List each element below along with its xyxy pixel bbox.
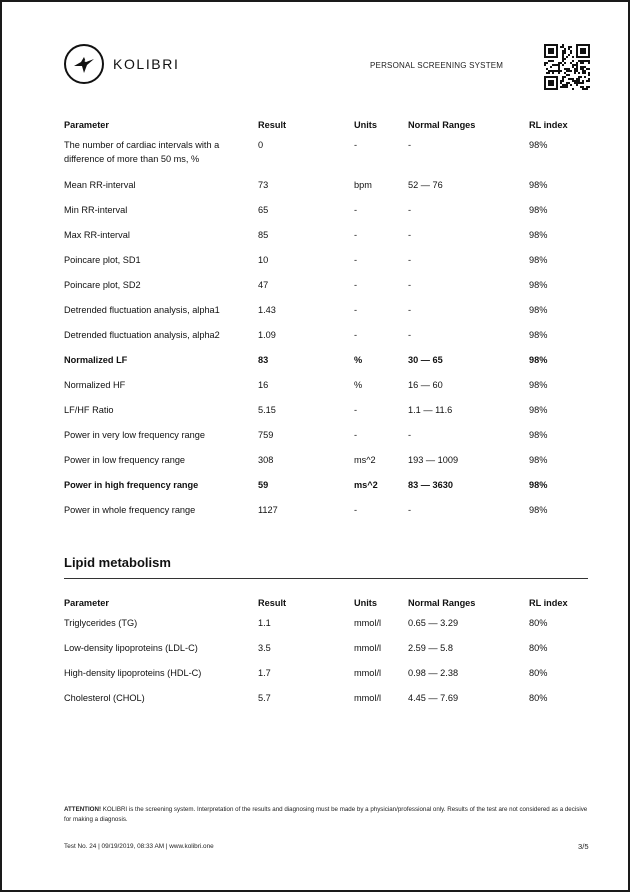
units-cell: -: [354, 330, 358, 340]
result-cell: 1.7: [258, 668, 271, 678]
normal-range-cell: 0.65 — 3.29: [408, 618, 459, 628]
parameter-cell: Normalized HF: [64, 380, 126, 390]
parameter-cell: Power in whole frequency range: [64, 505, 196, 515]
table-row: [64, 425, 590, 450]
col-result-header: Result: [258, 120, 287, 130]
result-cell: 3.5: [258, 643, 271, 653]
parameter-cell: Power in very low frequency range: [64, 430, 205, 440]
table-row: [64, 688, 590, 713]
parameter-cell: Detrended fluctuation analysis, alpha2: [64, 330, 220, 340]
result-cell: 1.43: [258, 305, 276, 315]
hrv-table-section: [64, 115, 590, 525]
attention-label: ATTENTION!: [64, 806, 102, 813]
normal-range-cell: -: [408, 140, 412, 150]
result-cell: 10: [258, 255, 269, 265]
normal-range-cell: -: [408, 430, 412, 440]
lipid-section-title: Lipid metabolism: [64, 555, 588, 579]
units-cell: bpm: [354, 180, 372, 190]
table-row: [64, 663, 590, 688]
units-cell: -: [354, 230, 358, 240]
normal-range-cell: -: [408, 330, 412, 340]
rl-index-cell: 98%: [529, 430, 548, 440]
attention-text: KOLIBRI is the screening system. Interpretation of the results and diagnosing must be made by a physician/professional only. Results of the test are not considered as a decisive for making a diagnosis.: [64, 806, 588, 823]
table-row: [64, 225, 590, 250]
normal-range-cell: 16 — 60: [408, 380, 443, 390]
rl-index-cell: 98%: [529, 455, 548, 465]
rl-index-cell: 98%: [529, 305, 548, 315]
rl-index-cell: 98%: [529, 180, 548, 190]
table-header-row: [64, 593, 590, 613]
parameter-cell: Detrended fluctuation analysis, alpha1: [64, 305, 220, 315]
parameter-cell: Power in low frequency range: [64, 455, 186, 465]
normal-range-cell: 4.45 — 7.69: [408, 693, 459, 703]
units-cell: ms^2: [354, 480, 378, 490]
rl-index-cell: 98%: [529, 480, 548, 490]
table-row: [64, 638, 590, 663]
normal-range-cell: -: [408, 505, 412, 515]
lipid-table-section: [64, 593, 590, 713]
rl-index-cell: 98%: [529, 355, 548, 365]
rl-index-cell: 80%: [529, 618, 548, 628]
parameter-cell: Low-density lipoproteins (LDL-C): [64, 643, 198, 653]
qr-code-icon: [544, 44, 590, 90]
col-units-header: Units: [354, 120, 377, 130]
attention-notice: [64, 805, 592, 824]
parameter-cell: Poincare plot, SD1: [64, 255, 141, 265]
footer-info: Test No. 24 | 09/19/2019, 08:33 AM | www.kolibri.one: [64, 843, 214, 850]
col-rl-header: RL index: [529, 598, 568, 608]
units-cell: mmol/l: [354, 668, 382, 678]
units-cell: -: [354, 305, 358, 315]
table-row: [64, 450, 590, 475]
normal-range-cell: 30 — 65: [408, 355, 443, 365]
parameter-cell: Normalized LF: [64, 355, 128, 365]
result-cell: 759: [258, 430, 274, 440]
rl-index-cell: 98%: [529, 140, 548, 150]
normal-range-cell: 0.98 — 2.38: [408, 668, 459, 678]
parameter-cell: Cholesterol (CHOL): [64, 693, 145, 703]
result-cell: 83: [258, 355, 269, 365]
normal-range-cell: -: [408, 305, 412, 315]
report-header: [64, 44, 594, 90]
parameter-cell: Min RR-interval: [64, 205, 128, 215]
col-units-header: Units: [354, 598, 377, 608]
normal-range-cell: 193 — 1009: [408, 455, 459, 465]
col-ranges-header: Normal Ranges: [408, 598, 476, 608]
result-cell: 65: [258, 205, 269, 215]
rl-index-cell: 98%: [529, 255, 548, 265]
rl-index-cell: 98%: [529, 405, 548, 415]
rl-index-cell: 98%: [529, 205, 548, 215]
normal-range-cell: 83 — 3630: [408, 480, 453, 490]
table-row: [64, 375, 590, 400]
units-cell: -: [354, 505, 358, 515]
table-row: [64, 275, 590, 300]
table-row: [64, 135, 590, 175]
rl-index-cell: 80%: [529, 668, 548, 678]
system-title: PERSONAL SCREENING SYSTEM: [370, 61, 504, 70]
parameter-cell: Triglycerides (TG): [64, 618, 138, 628]
normal-range-cell: -: [408, 255, 412, 265]
units-cell: mmol/l: [354, 693, 382, 703]
result-cell: 1.09: [258, 330, 276, 340]
rl-index-cell: 98%: [529, 505, 548, 515]
units-cell: %: [354, 355, 363, 365]
table-row: [64, 200, 590, 225]
col-parameter-header: Parameter: [64, 598, 109, 608]
col-parameter-header: Parameter: [64, 120, 109, 130]
parameter-cell: The number of cardiac intervals with a difference of more than 50 ms, %: [64, 140, 220, 164]
units-cell: ms^2: [354, 455, 376, 465]
table-row: [64, 475, 590, 500]
normal-range-cell: 52 — 76: [408, 180, 443, 190]
table-row: [64, 613, 590, 638]
units-cell: -: [354, 205, 358, 215]
result-cell: 5.15: [258, 405, 276, 415]
units-cell: mmol/l: [354, 618, 382, 628]
parameter-cell: High-density lipoproteins (HDL-C): [64, 668, 202, 678]
result-cell: 5.7: [258, 693, 271, 703]
rl-index-cell: 98%: [529, 280, 548, 290]
parameter-cell: LF/HF Ratio: [64, 405, 114, 415]
units-cell: -: [354, 140, 358, 150]
result-cell: 308: [258, 455, 274, 465]
result-cell: 16: [258, 380, 269, 390]
hummingbird-icon: [64, 44, 104, 84]
col-rl-header: RL index: [529, 120, 568, 130]
rl-index-cell: 80%: [529, 693, 548, 703]
table-row: [64, 175, 590, 200]
table-row: [64, 400, 590, 425]
result-cell: 1127: [258, 505, 278, 515]
brand-name: KOLIBRI: [113, 56, 180, 72]
result-cell: 47: [258, 280, 269, 290]
table-row: [64, 325, 590, 350]
rl-index-cell: 80%: [529, 643, 548, 653]
table-row: [64, 500, 590, 525]
parameter-cell: Max RR-interval: [64, 230, 130, 240]
result-cell: 0: [258, 140, 264, 150]
parameter-cell: Mean RR-interval: [64, 180, 136, 190]
col-result-header: Result: [258, 598, 287, 608]
normal-range-cell: 1.1 — 11.6: [408, 405, 453, 415]
normal-range-cell: 2.59 — 5.8: [408, 643, 453, 653]
result-cell: 73: [258, 180, 269, 190]
rl-index-cell: 98%: [529, 380, 548, 390]
page-number: 3/5: [578, 842, 589, 851]
table-row: [64, 250, 590, 275]
result-cell: 85: [258, 230, 269, 240]
rl-index-cell: 98%: [529, 330, 548, 340]
hrv-results-table: [64, 115, 590, 525]
parameter-cell: Poincare plot, SD2: [64, 280, 141, 290]
normal-range-cell: -: [408, 230, 412, 240]
units-cell: -: [354, 430, 358, 440]
rl-index-cell: 98%: [529, 230, 548, 240]
parameter-cell: Power in high frequency range: [64, 480, 199, 490]
units-cell: -: [354, 280, 358, 290]
lipid-results-table: [64, 593, 590, 713]
units-cell: %: [354, 380, 363, 390]
result-cell: 1.1: [258, 618, 271, 628]
table-row: [64, 300, 590, 325]
table-header-row: [64, 115, 590, 135]
result-cell: 59: [258, 480, 269, 490]
brand-logo: [64, 44, 179, 84]
table-row: [64, 350, 590, 375]
units-cell: -: [354, 405, 358, 415]
col-ranges-header: Normal Ranges: [408, 120, 476, 130]
normal-range-cell: -: [408, 280, 412, 290]
normal-range-cell: -: [408, 205, 412, 215]
units-cell: mmol/l: [354, 643, 382, 653]
units-cell: -: [354, 255, 358, 265]
